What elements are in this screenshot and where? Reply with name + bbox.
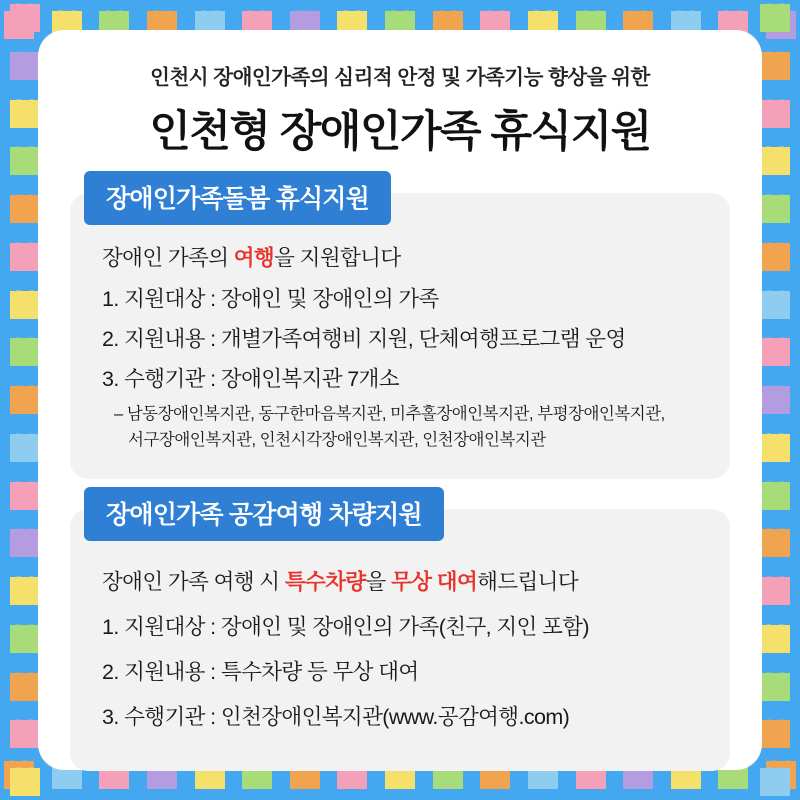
list-item: 3. 수행기관 : 장애인복지관 7개소 (102, 367, 399, 391)
section-1-ribbon-label: 장애인가족돌봄 휴식지원 (84, 171, 391, 225)
section-2-lead-post: 해드립니다 (477, 570, 579, 595)
section-1-lead (102, 241, 704, 272)
heart-icon (760, 482, 790, 510)
section-2-item-list (96, 610, 704, 731)
poster-card (38, 30, 762, 770)
heart-icon (10, 52, 40, 80)
heart-icon (10, 386, 40, 414)
heart-icon (10, 291, 40, 319)
heart-icon (10, 673, 40, 701)
heart-icon (760, 768, 790, 796)
heart-icon (10, 625, 40, 653)
heart-icon (760, 243, 790, 271)
section-2-lead-pre: 장애인 가족 여행 시 (102, 570, 285, 595)
heart-icon (10, 529, 40, 557)
heart-icon (10, 482, 40, 510)
heart-icon (760, 529, 790, 557)
heart-icon (10, 195, 40, 223)
heart-icon (760, 434, 790, 462)
list-item: 1. 지원대상 : 장애인 및 장애인의 가족 (102, 287, 439, 311)
heart-icon (10, 720, 40, 748)
heart-icon (760, 386, 790, 414)
heart-icon (10, 577, 40, 605)
section-1-note (114, 402, 704, 453)
heart-icon (10, 243, 40, 271)
section-vehicle-support (70, 501, 730, 771)
heart-icon (10, 4, 40, 32)
section-2-lead-highlight: 특수차량 (284, 570, 366, 595)
heart-icon (760, 52, 790, 80)
heart-icon (10, 147, 40, 175)
heart-icon (760, 338, 790, 366)
section-1-note-line-2: 서구장애인복지관, 인천시각장애인복지관, 인천장애인복지관 (128, 430, 546, 449)
dash-icon: – (114, 405, 123, 423)
section-2-lead-mid: 을 (365, 570, 392, 595)
heart-icon (10, 338, 40, 366)
heart-icon (760, 625, 790, 653)
heart-icon (760, 577, 790, 605)
poster-subtitle: 인천시 장애인가족의 심리적 안정 및 가족기능 향상을 위한 (150, 66, 650, 89)
heart-icon (760, 195, 790, 223)
list-item: 3. 수행기관 : 인천장애인복지관(www.공감여행.com) (102, 705, 570, 730)
heart-icon (10, 100, 40, 128)
section-2-lead-highlight-2: 무상 대여 (391, 570, 478, 595)
heart-icon (760, 4, 790, 32)
section-care-rest-support (70, 185, 730, 479)
section-1-item-list (96, 282, 704, 393)
heart-icon (760, 720, 790, 748)
heart-icon (760, 147, 790, 175)
heart-icon (10, 434, 40, 462)
heart-icon (760, 100, 790, 128)
heart-icon (760, 673, 790, 701)
section-1-lead-highlight: 여행 (233, 246, 275, 270)
list-item: 2. 지원내용 : 개별가족여행비 지원, 단체여행프로그램 운영 (102, 327, 626, 351)
section-1-lead-pre: 장애인 가족의 (102, 246, 234, 270)
section-2-ribbon-label: 장애인가족 공감여행 차량지원 (84, 487, 444, 541)
section-1-lead-post: 을 지원합니다 (274, 246, 401, 270)
heart-icon (760, 291, 790, 319)
list-item: 2. 지원내용 : 특수차량 등 무상 대여 (102, 660, 419, 685)
section-2-lead (102, 565, 704, 596)
poster-header (38, 30, 762, 159)
poster-title: 인천형 장애인가족 휴식지원 (149, 108, 651, 156)
list-item: 1. 지원대상 : 장애인 및 장애인의 가족(친구, 지인 포함) (102, 615, 589, 640)
heart-icon (10, 768, 40, 796)
section-1-note-line-1: 남동장애인복지관, 동구한마음복지관, 미추홀장애인복지관, 부평장애인복지관, (126, 405, 665, 423)
